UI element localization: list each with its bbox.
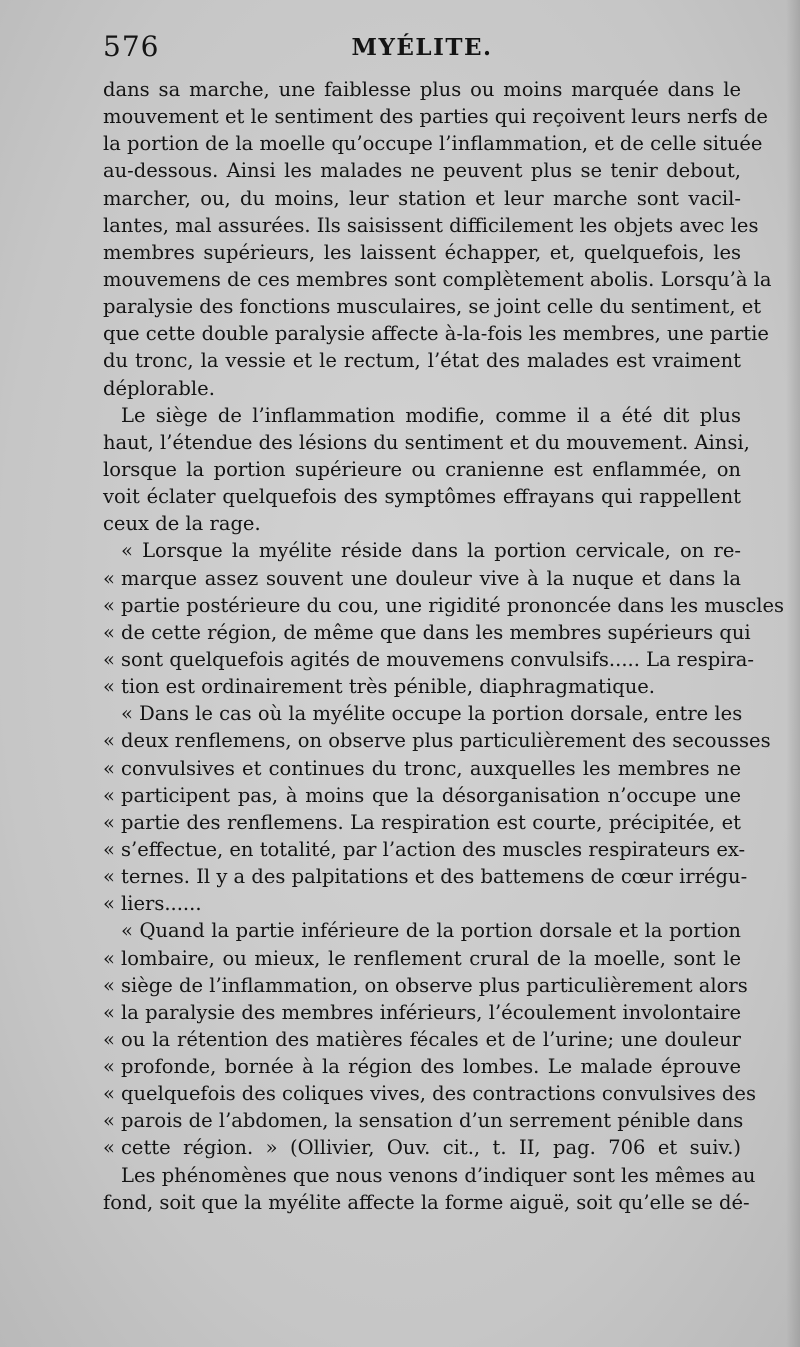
quote-mark: « <box>103 810 115 834</box>
line-text: convulsives et continues du tronc, auxquelles les membres ne <box>121 756 741 780</box>
text-line <box>103 185 741 212</box>
line-text: Le siège de l’inflammation modifie, comme il a été dit plus <box>121 403 741 427</box>
line-text: paralysie des fonctions musculaires, se joint celle du sentiment, et <box>103 295 762 319</box>
text-line <box>103 266 772 293</box>
line-text: déplorable. <box>103 376 215 400</box>
running-title: MYÉLITE. <box>351 34 493 61</box>
line-text: ternes. Il y a des palpitations et des battemens de cœur irrégu- <box>121 865 748 889</box>
line-text: dans sa marche, une faiblesse plus ou moins marquée dans le <box>103 78 741 101</box>
text-line <box>103 727 771 754</box>
line-text: cette région. » (Ollivier, Ouv. cit., t. II, pag. 706 et suiv.) <box>121 1136 741 1160</box>
text-line <box>103 836 746 863</box>
text-line <box>103 1134 741 1161</box>
line-text: siège de l’inflammation, on observe plus particulièrement alors <box>121 973 748 997</box>
text-line <box>103 239 741 266</box>
line-text: lantes, mal assurées. Ils saisissent difficilement les objets avec les <box>103 213 759 237</box>
text-line <box>103 972 748 999</box>
quote-mark: « <box>103 593 115 617</box>
line-text: ou la rétention des matières fécales et de l’urine; une douleur <box>121 1027 741 1051</box>
text-line <box>103 945 741 972</box>
line-text: quelquefois des coliques vives, des contractions convulsives des <box>121 1082 756 1106</box>
line-text: liers...... <box>121 892 202 916</box>
line-text: partie des renflemens. La respiration est courte, précipitée, et <box>121 810 741 834</box>
text-line <box>103 320 769 347</box>
text-line <box>103 537 741 564</box>
book-page <box>103 30 785 1216</box>
line-text: du tronc, la vessie et le rectum, l’état des malades est vraiment <box>103 349 741 373</box>
line-text: profonde, bornée à la région des lombes. Le malade éprouve <box>121 1055 741 1079</box>
text-line <box>103 863 748 890</box>
line-text: participent pas, à moins que la désorganisation n’occupe une <box>121 783 741 807</box>
line-text: « Dans le cas où la myélite occupe la portion dorsale, entre les <box>121 702 743 726</box>
quote-mark: « <box>103 729 115 753</box>
line-text: partie postérieure du cou, une rigidité prononcée dans les muscles <box>121 593 785 617</box>
quote-mark: « <box>103 837 115 861</box>
text-line <box>103 1189 750 1216</box>
line-text: « Quand la partie inférieure de la portion dorsale et la portion <box>121 919 741 943</box>
quote-mark: « <box>103 865 115 889</box>
text-line <box>103 700 741 727</box>
quote-mark: « <box>103 1136 115 1160</box>
quote-mark: « <box>103 620 115 644</box>
quote-mark: « <box>103 647 115 671</box>
line-text: mouvement et le sentiment des parties qui reçoivent leurs nerfs de <box>103 105 768 129</box>
text-line <box>103 347 741 374</box>
text-line <box>103 646 755 673</box>
line-text: de cette région, de même que dans les membres supérieurs qui <box>121 620 751 644</box>
quote-mark: « <box>103 1082 115 1106</box>
line-text: ceux de la rage. <box>103 512 261 536</box>
page-number: 576 <box>103 30 160 63</box>
quote-mark: « <box>103 756 115 780</box>
quote-mark: « <box>103 783 115 807</box>
line-text: haut, l’étendue des lésions du sentiment et du mouvement. Ainsi, <box>103 430 750 454</box>
text-line <box>103 592 785 619</box>
quote-mark: « <box>103 973 115 997</box>
line-text: marcher, ou, du moins, leur station et leur marche sont vacil- <box>103 186 741 210</box>
quote-mark: « <box>103 892 115 916</box>
page-edge-shadow <box>786 0 800 1347</box>
quote-mark: « <box>103 1000 115 1024</box>
page-header <box>103 30 741 76</box>
line-text: que cette double paralysie affecte à-la-fois les membres, une partie <box>103 322 769 346</box>
line-text: au-dessous. Ainsi les malades ne peuvent plus se tenir debout, <box>103 159 741 183</box>
quote-mark: « <box>103 1027 115 1051</box>
line-text: tion est ordinairement très pénible, diaphragmatique. <box>121 675 656 699</box>
line-text: « Lorsque la myélite réside dans la portion cervicale, on re- <box>121 539 741 563</box>
text-line <box>103 510 741 537</box>
text-line <box>103 917 741 944</box>
line-text: deux renflemens, on observe plus particulièrement des secousses <box>121 729 771 753</box>
line-text: lorsque la portion supérieure ou cranienne est enflammée, on <box>103 457 741 481</box>
line-text: membres supérieurs, les laissent échapper, et, quelquefois, les <box>103 240 741 264</box>
text-line <box>103 483 741 510</box>
line-text: mouvemens de ces membres sont complètement abolis. Lorsqu’à la <box>103 267 772 291</box>
text-line <box>103 755 741 782</box>
text-line <box>103 76 741 103</box>
text-line <box>103 456 741 483</box>
text-line <box>103 619 751 646</box>
text-line <box>103 782 741 809</box>
text-line <box>103 103 768 130</box>
quote-mark: « <box>103 566 115 590</box>
text-line <box>103 130 763 157</box>
text-line <box>103 402 741 429</box>
text-line <box>103 673 741 700</box>
line-text: la portion de la moelle qu’occupe l’inflammation, et de celle située <box>103 132 763 156</box>
body-text <box>103 76 785 1216</box>
text-line <box>103 429 750 456</box>
line-text: s’effectue, en totalité, par l’action des muscles respirateurs ex- <box>121 837 746 861</box>
line-text: parois de l’abdomen, la sensation d’un serrement pénible dans <box>121 1109 744 1133</box>
quote-mark: « <box>103 1109 115 1133</box>
text-line <box>103 1162 756 1189</box>
text-line <box>103 565 741 592</box>
quote-mark: « <box>103 675 115 699</box>
line-text: Les phénomènes que nous venons d’indiquer sont les mêmes au <box>121 1163 756 1187</box>
text-line <box>103 157 741 184</box>
text-line <box>103 1080 756 1107</box>
line-text: sont quelquefois agités de mouvemens convulsifs..... La respira- <box>121 647 755 671</box>
text-line <box>103 1107 744 1134</box>
text-line <box>103 1053 741 1080</box>
text-line <box>103 890 741 917</box>
text-line <box>103 375 741 402</box>
line-text: la paralysie des membres inférieurs, l’écoulement involontaire <box>121 1000 741 1024</box>
quote-mark: « <box>103 946 115 970</box>
text-line <box>103 809 741 836</box>
line-text: voit éclater quelquefois des symptômes effrayans qui rappellent <box>103 485 741 509</box>
text-line <box>103 293 762 320</box>
text-line <box>103 999 741 1026</box>
text-line <box>103 1026 741 1053</box>
line-text: marque assez souvent une douleur vive à la nuque et dans la <box>121 566 741 590</box>
line-text: fond, soit que la myélite affecte la forme aiguë, soit qu’elle se dé- <box>103 1190 750 1214</box>
quote-mark: « <box>103 1055 115 1079</box>
line-text: lombaire, ou mieux, le renflement crural de la moelle, sont le <box>121 946 741 970</box>
text-line <box>103 212 759 239</box>
